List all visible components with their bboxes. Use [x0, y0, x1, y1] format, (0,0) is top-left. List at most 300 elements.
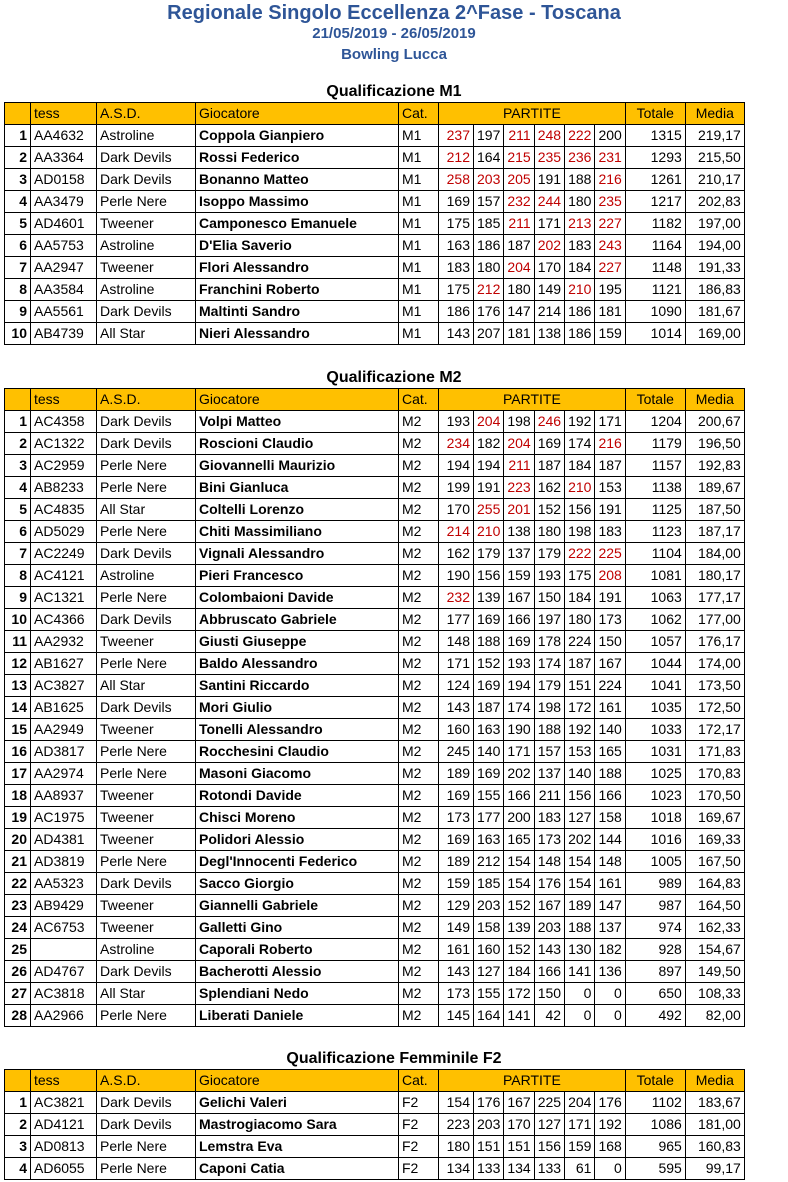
- game-score-cell: 184: [565, 455, 595, 477]
- game-score-cell: 180: [534, 521, 564, 543]
- game-score-cell: 237: [439, 125, 474, 147]
- header-media: Media: [685, 1070, 744, 1092]
- table-row: [5, 587, 745, 609]
- game-score-cell: 235: [595, 191, 625, 213]
- game-score-cell: 175: [565, 565, 595, 587]
- game-score-cell: 204: [504, 433, 534, 455]
- asd-cell: Dark Devils: [97, 1092, 196, 1114]
- game-score-cell: 172: [504, 983, 534, 1005]
- game-score-cell: 161: [595, 697, 625, 719]
- game-score-cell: 150: [595, 631, 625, 653]
- category-cell: M2: [399, 653, 439, 675]
- asd-cell: Astroline: [97, 125, 196, 147]
- rank-cell: 15: [5, 719, 31, 741]
- table-row: [5, 213, 745, 235]
- category-cell: M1: [399, 235, 439, 257]
- rank-cell: 3: [5, 455, 31, 477]
- rank-cell: 1: [5, 1092, 31, 1114]
- asd-cell: Dark Devils: [97, 543, 196, 565]
- game-score-cell: 149: [439, 917, 474, 939]
- average-cell: 192,83: [685, 455, 744, 477]
- tess-cell: AC2959: [31, 455, 97, 477]
- game-score-cell: 231: [595, 147, 625, 169]
- category-cell: M2: [399, 873, 439, 895]
- average-cell: 162,33: [685, 917, 744, 939]
- game-score-cell: 137: [595, 917, 625, 939]
- tess-cell: AD3819: [31, 851, 97, 873]
- asd-cell: Perle Nere: [97, 587, 196, 609]
- game-score-cell: 156: [565, 499, 595, 521]
- header-giocatore: Giocatore: [196, 1070, 399, 1092]
- asd-cell: Astroline: [97, 565, 196, 587]
- table-row: [5, 1114, 745, 1136]
- rank-cell: 22: [5, 873, 31, 895]
- game-score-cell: 180: [565, 609, 595, 631]
- category-cell: M1: [399, 169, 439, 191]
- game-score-cell: 162: [439, 543, 474, 565]
- game-score-cell: 190: [504, 719, 534, 741]
- asd-cell: Tweener: [97, 213, 196, 235]
- tess-cell: [31, 939, 97, 961]
- average-cell: 187,50: [685, 499, 744, 521]
- category-cell: M2: [399, 741, 439, 763]
- game-score-cell: 207: [474, 323, 504, 345]
- tess-cell: AC4358: [31, 411, 97, 433]
- tess-cell: AA5323: [31, 873, 97, 895]
- average-cell: 191,33: [685, 257, 744, 279]
- table-row: [5, 895, 745, 917]
- game-score-cell: 166: [504, 609, 534, 631]
- average-cell: 108,33: [685, 983, 744, 1005]
- game-score-cell: 225: [534, 1092, 564, 1114]
- total-cell: 1005: [625, 851, 685, 873]
- player-name-cell: Bonanno Matteo: [196, 169, 399, 191]
- game-score-cell: 189: [565, 895, 595, 917]
- game-score-cell: 165: [595, 741, 625, 763]
- rank-cell: 12: [5, 653, 31, 675]
- game-score-cell: 169: [534, 433, 564, 455]
- game-score-cell: 169: [474, 763, 504, 785]
- asd-cell: Perle Nere: [97, 763, 196, 785]
- player-name-cell: Liberati Daniele: [196, 1005, 399, 1027]
- player-name-cell: Splendiani Nedo: [196, 983, 399, 1005]
- game-score-cell: 161: [595, 873, 625, 895]
- player-name-cell: Mori Giulio: [196, 697, 399, 719]
- rank-cell: 1: [5, 411, 31, 433]
- rank-cell: 7: [5, 257, 31, 279]
- rank-cell: 3: [5, 169, 31, 191]
- game-score-cell: 152: [504, 895, 534, 917]
- game-score-cell: 214: [534, 301, 564, 323]
- game-score-cell: 170: [439, 499, 474, 521]
- total-cell: 1148: [625, 257, 685, 279]
- tess-cell: AC3827: [31, 675, 97, 697]
- player-name-cell: Mastrogiacomo Sara: [196, 1114, 399, 1136]
- total-cell: 989: [625, 873, 685, 895]
- game-score-cell: 163: [474, 719, 504, 741]
- header-pos: [5, 1070, 31, 1092]
- game-score-cell: 156: [534, 1136, 564, 1158]
- average-cell: 173,50: [685, 675, 744, 697]
- player-name-cell: Degl'Innocenti Federico: [196, 851, 399, 873]
- asd-cell: Tweener: [97, 829, 196, 851]
- average-cell: 164,83: [685, 873, 744, 895]
- game-score-cell: 160: [439, 719, 474, 741]
- player-name-cell: Volpi Matteo: [196, 411, 399, 433]
- header-totale: Totale: [625, 1070, 685, 1092]
- event-venue: Bowling Lucca: [341, 46, 447, 63]
- category-cell: M2: [399, 631, 439, 653]
- game-score-cell: 222: [565, 543, 595, 565]
- game-score-cell: 189: [439, 851, 474, 873]
- total-cell: 1182: [625, 213, 685, 235]
- game-score-cell: 157: [534, 741, 564, 763]
- game-score-cell: 170: [504, 1114, 534, 1136]
- table-row: [5, 719, 745, 741]
- table-row: [5, 961, 745, 983]
- category-cell: M1: [399, 125, 439, 147]
- game-score-cell: 186: [565, 323, 595, 345]
- game-score-cell: 133: [534, 1158, 564, 1180]
- total-cell: 965: [625, 1136, 685, 1158]
- game-score-cell: 187: [474, 697, 504, 719]
- asd-cell: Tweener: [97, 807, 196, 829]
- tess-cell: AB1625: [31, 697, 97, 719]
- game-score-cell: 180: [565, 191, 595, 213]
- table-row: [5, 983, 745, 1005]
- game-score-cell: 180: [439, 1136, 474, 1158]
- tess-cell: AB4739: [31, 323, 97, 345]
- asd-cell: Dark Devils: [97, 609, 196, 631]
- tess-cell: AA3479: [31, 191, 97, 213]
- game-score-cell: 159: [504, 565, 534, 587]
- standings-table: [4, 1069, 745, 1180]
- game-score-cell: 203: [474, 1114, 504, 1136]
- player-name-cell: Rotondi Davide: [196, 785, 399, 807]
- game-score-cell: 148: [595, 851, 625, 873]
- tess-cell: AC3821: [31, 1092, 97, 1114]
- asd-cell: Tweener: [97, 917, 196, 939]
- table-row: [5, 169, 745, 191]
- tess-cell: AB1627: [31, 653, 97, 675]
- game-score-cell: 193: [534, 565, 564, 587]
- table-row: [5, 653, 745, 675]
- category-cell: M1: [399, 147, 439, 169]
- table-row: [5, 917, 745, 939]
- total-cell: 1121: [625, 279, 685, 301]
- tess-cell: AA2974: [31, 763, 97, 785]
- asd-cell: All Star: [97, 499, 196, 521]
- game-score-cell: 185: [474, 213, 504, 235]
- header-partite: PARTITE: [439, 389, 626, 411]
- game-score-cell: 194: [474, 455, 504, 477]
- player-name-cell: D'Elia Saverio: [196, 235, 399, 257]
- player-name-cell: Chisci Moreno: [196, 807, 399, 829]
- game-score-cell: 171: [439, 653, 474, 675]
- tess-cell: AD4121: [31, 1114, 97, 1136]
- category-cell: M2: [399, 455, 439, 477]
- tess-cell: AA2949: [31, 719, 97, 741]
- table-row: [5, 279, 745, 301]
- game-score-cell: 187: [504, 235, 534, 257]
- tess-cell: AC4121: [31, 565, 97, 587]
- header-pos: [5, 389, 31, 411]
- game-score-cell: 171: [534, 213, 564, 235]
- tess-cell: AC4366: [31, 609, 97, 631]
- game-score-cell: 156: [474, 565, 504, 587]
- player-name-cell: Rocchesini Claudio: [196, 741, 399, 763]
- game-score-cell: 141: [504, 1005, 534, 1027]
- average-cell: 187,17: [685, 521, 744, 543]
- category-cell: M2: [399, 851, 439, 873]
- game-score-cell: 148: [534, 851, 564, 873]
- section-title: Qualificazione Femminile F2: [286, 1050, 502, 1067]
- table-row: [5, 543, 745, 565]
- category-cell: M1: [399, 257, 439, 279]
- asd-cell: Astroline: [97, 939, 196, 961]
- average-cell: 194,00: [685, 235, 744, 257]
- table-row: [5, 829, 745, 851]
- game-score-cell: 139: [474, 587, 504, 609]
- game-score-cell: 160: [474, 939, 504, 961]
- game-score-cell: 183: [565, 235, 595, 257]
- game-score-cell: 167: [504, 1092, 534, 1114]
- game-score-cell: 173: [439, 807, 474, 829]
- header-totale: Totale: [625, 103, 685, 125]
- table-row: [5, 697, 745, 719]
- game-score-cell: 211: [504, 213, 534, 235]
- table-row: [5, 477, 745, 499]
- tess-cell: AD0813: [31, 1136, 97, 1158]
- game-score-cell: 176: [474, 1092, 504, 1114]
- tess-cell: AD3817: [31, 741, 97, 763]
- game-score-cell: 184: [565, 587, 595, 609]
- game-score-cell: 166: [534, 961, 564, 983]
- tess-cell: AC6753: [31, 917, 97, 939]
- table-row: [5, 521, 745, 543]
- total-cell: 1315: [625, 125, 685, 147]
- category-cell: M1: [399, 191, 439, 213]
- average-cell: 82,00: [685, 1005, 744, 1027]
- tess-cell: AC1975: [31, 807, 97, 829]
- player-name-cell: Pieri Francesco: [196, 565, 399, 587]
- game-score-cell: 227: [595, 257, 625, 279]
- asd-cell: Perle Nere: [97, 1158, 196, 1180]
- game-score-cell: 154: [565, 851, 595, 873]
- average-cell: 197,00: [685, 213, 744, 235]
- table-row: [5, 235, 745, 257]
- game-score-cell: 127: [565, 807, 595, 829]
- category-cell: M1: [399, 323, 439, 345]
- game-score-cell: 148: [439, 631, 474, 653]
- average-cell: 170,50: [685, 785, 744, 807]
- rank-cell: 25: [5, 939, 31, 961]
- tess-cell: AD4601: [31, 213, 97, 235]
- game-score-cell: 182: [474, 433, 504, 455]
- game-score-cell: 186: [565, 301, 595, 323]
- category-cell: M2: [399, 499, 439, 521]
- rank-cell: 16: [5, 741, 31, 763]
- total-cell: 1217: [625, 191, 685, 213]
- header-tess: tess: [31, 103, 97, 125]
- game-score-cell: 138: [534, 323, 564, 345]
- table-row: [5, 609, 745, 631]
- game-score-cell: 211: [504, 125, 534, 147]
- category-cell: M2: [399, 939, 439, 961]
- game-score-cell: 236: [565, 147, 595, 169]
- table-row: [5, 257, 745, 279]
- average-cell: 174,00: [685, 653, 744, 675]
- game-score-cell: 224: [595, 675, 625, 697]
- game-score-cell: 143: [439, 697, 474, 719]
- average-cell: 181,67: [685, 301, 744, 323]
- total-cell: 897: [625, 961, 685, 983]
- game-score-cell: 167: [534, 895, 564, 917]
- game-score-cell: 169: [439, 191, 474, 213]
- player-name-cell: Rossi Federico: [196, 147, 399, 169]
- game-score-cell: 246: [534, 411, 564, 433]
- header-totale: Totale: [625, 389, 685, 411]
- game-score-cell: 202: [504, 763, 534, 785]
- game-score-cell: 154: [565, 873, 595, 895]
- average-cell: 210,17: [685, 169, 744, 191]
- rank-cell: 3: [5, 1136, 31, 1158]
- header-partite: PARTITE: [439, 1070, 626, 1092]
- header-media: Media: [685, 103, 744, 125]
- table-row: [5, 741, 745, 763]
- player-name-cell: Baldo Alessandro: [196, 653, 399, 675]
- game-score-cell: 163: [474, 829, 504, 851]
- game-score-cell: 234: [439, 433, 474, 455]
- game-score-cell: 198: [534, 697, 564, 719]
- asd-cell: Perle Nere: [97, 653, 196, 675]
- category-cell: M1: [399, 213, 439, 235]
- player-name-cell: Giovannelli Maurizio: [196, 455, 399, 477]
- game-score-cell: 190: [439, 565, 474, 587]
- rank-cell: 4: [5, 191, 31, 213]
- table-row: [5, 675, 745, 697]
- table-row: [5, 125, 745, 147]
- average-cell: 180,17: [685, 565, 744, 587]
- game-score-cell: 169: [474, 609, 504, 631]
- tess-cell: AA2932: [31, 631, 97, 653]
- header-media: Media: [685, 389, 744, 411]
- game-score-cell: 169: [439, 785, 474, 807]
- game-score-cell: 243: [595, 235, 625, 257]
- total-cell: 1057: [625, 631, 685, 653]
- game-score-cell: 171: [595, 411, 625, 433]
- player-name-cell: Isoppo Massimo: [196, 191, 399, 213]
- game-score-cell: 166: [595, 785, 625, 807]
- total-cell: 1044: [625, 653, 685, 675]
- asd-cell: Dark Devils: [97, 147, 196, 169]
- game-score-cell: 227: [595, 213, 625, 235]
- table-row: [5, 565, 745, 587]
- game-score-cell: 129: [439, 895, 474, 917]
- total-cell: 595: [625, 1158, 685, 1180]
- total-cell: 987: [625, 895, 685, 917]
- game-score-cell: 143: [439, 323, 474, 345]
- player-name-cell: Bini Gianluca: [196, 477, 399, 499]
- asd-cell: Dark Devils: [97, 301, 196, 323]
- game-score-cell: 154: [504, 873, 534, 895]
- game-score-cell: 197: [534, 609, 564, 631]
- game-score-cell: 141: [565, 961, 595, 983]
- game-score-cell: 175: [439, 213, 474, 235]
- total-cell: 1179: [625, 433, 685, 455]
- game-score-cell: 152: [534, 499, 564, 521]
- total-cell: 1033: [625, 719, 685, 741]
- game-score-cell: 124: [439, 675, 474, 697]
- category-cell: M2: [399, 807, 439, 829]
- game-score-cell: 183: [534, 807, 564, 829]
- game-score-cell: 223: [439, 1114, 474, 1136]
- player-name-cell: Santini Riccardo: [196, 675, 399, 697]
- rank-cell: 9: [5, 587, 31, 609]
- total-cell: 1204: [625, 411, 685, 433]
- game-score-cell: 151: [504, 1136, 534, 1158]
- game-score-cell: 204: [565, 1092, 595, 1114]
- asd-cell: Dark Devils: [97, 169, 196, 191]
- average-cell: 169,00: [685, 323, 744, 345]
- category-cell: M2: [399, 433, 439, 455]
- game-score-cell: 199: [439, 477, 474, 499]
- game-score-cell: 174: [504, 697, 534, 719]
- game-score-cell: 191: [595, 587, 625, 609]
- total-cell: 1164: [625, 235, 685, 257]
- asd-cell: Astroline: [97, 279, 196, 301]
- game-score-cell: 143: [534, 939, 564, 961]
- game-score-cell: 186: [474, 235, 504, 257]
- total-cell: 1062: [625, 609, 685, 631]
- header-cat: Cat.: [399, 389, 439, 411]
- category-cell: M2: [399, 763, 439, 785]
- total-cell: 1025: [625, 763, 685, 785]
- game-score-cell: 163: [439, 235, 474, 257]
- table-row: [5, 939, 745, 961]
- game-score-cell: 154: [504, 851, 534, 873]
- header-cat: Cat.: [399, 1070, 439, 1092]
- player-name-cell: Vignali Alessandro: [196, 543, 399, 565]
- game-score-cell: 179: [474, 543, 504, 565]
- game-score-cell: 208: [595, 565, 625, 587]
- category-cell: M2: [399, 543, 439, 565]
- game-score-cell: 127: [534, 1114, 564, 1136]
- average-cell: 189,67: [685, 477, 744, 499]
- game-score-cell: 162: [534, 477, 564, 499]
- game-score-cell: 203: [474, 895, 504, 917]
- average-cell: 186,83: [685, 279, 744, 301]
- rank-cell: 14: [5, 697, 31, 719]
- table-row: [5, 1092, 745, 1114]
- game-score-cell: 192: [565, 411, 595, 433]
- game-score-cell: 225: [595, 543, 625, 565]
- game-score-cell: 143: [439, 961, 474, 983]
- game-score-cell: 42: [534, 1005, 564, 1027]
- rank-cell: 23: [5, 895, 31, 917]
- rank-cell: 21: [5, 851, 31, 873]
- asd-cell: All Star: [97, 983, 196, 1005]
- game-score-cell: 200: [595, 125, 625, 147]
- tess-cell: AD5029: [31, 521, 97, 543]
- player-name-cell: Masoni Giacomo: [196, 763, 399, 785]
- game-score-cell: 205: [504, 169, 534, 191]
- asd-cell: Tweener: [97, 895, 196, 917]
- total-cell: 1016: [625, 829, 685, 851]
- table-row: [5, 807, 745, 829]
- asd-cell: Perle Nere: [97, 1136, 196, 1158]
- game-score-cell: 138: [504, 521, 534, 543]
